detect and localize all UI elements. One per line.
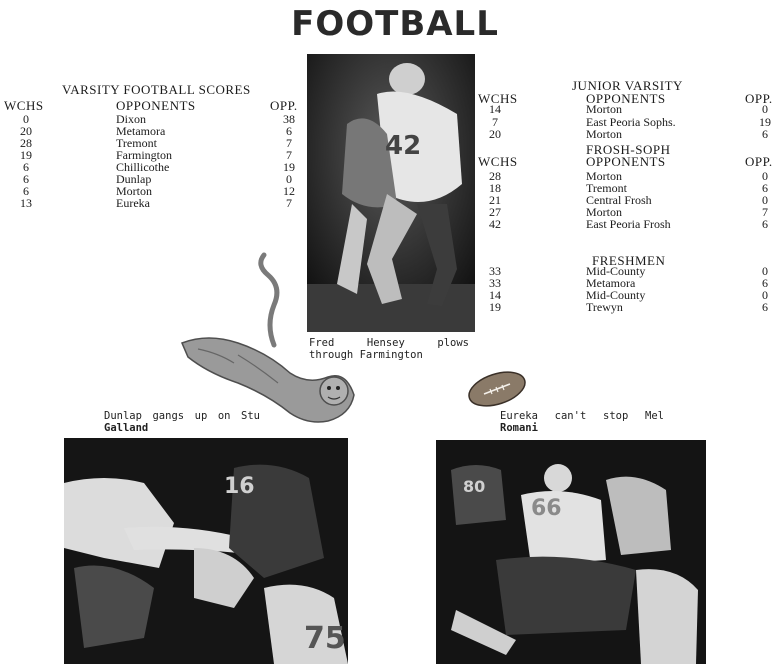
score-opp: 6 [762, 217, 768, 231]
score-wchs: 33 [489, 276, 501, 290]
opponent-name: Dunlap [116, 172, 152, 186]
opponent-name: Central Frosh [586, 193, 652, 207]
opponent-name: Morton [586, 102, 622, 116]
caption-galland-line2: Galland [104, 422, 149, 434]
photo-romani [436, 440, 706, 664]
score-opp: 6 [762, 300, 768, 314]
fs-row [478, 218, 778, 230]
opponent-name: Mid-County [586, 288, 646, 302]
score-opp: 19 [283, 160, 295, 174]
score-wchs: 20 [489, 127, 501, 141]
opponent-name: Morton [586, 205, 622, 219]
jv-title: JUNIOR VARSITY [572, 78, 683, 93]
score-opp: 6 [762, 181, 768, 195]
opponent-name: Chillicothe [116, 160, 170, 174]
score-wchs: 28 [20, 136, 32, 150]
caption-romani-line2: Romani [500, 422, 538, 434]
score-wchs: 13 [20, 196, 32, 210]
varsity-col-wchs: WCHS [4, 98, 44, 113]
score-wchs: 21 [489, 193, 501, 207]
fs-col-opp: OPP. [745, 154, 773, 169]
jv-row [478, 103, 778, 116]
varsity-col-opp: OPP. [270, 98, 298, 113]
opponent-name: Tremont [116, 136, 157, 150]
varsity-score-table [0, 113, 310, 209]
caption-romani-line1: Eureka can't stop Mel [500, 410, 664, 422]
score-opp: 0 [286, 172, 292, 186]
score-opp: 7 [286, 136, 292, 150]
score-wchs: 6 [23, 184, 29, 198]
score-opp: 12 [283, 184, 295, 198]
score-opp: 19 [759, 114, 771, 129]
score-wchs: 6 [23, 160, 29, 174]
varsity-row [0, 197, 310, 209]
fs-row [478, 170, 778, 182]
score-wchs: 18 [489, 181, 501, 195]
freshmen-row [478, 289, 778, 301]
score-wchs: 6 [23, 172, 29, 186]
score-wchs: 14 [489, 288, 501, 302]
score-opp: 7 [286, 196, 292, 210]
score-opp: 6 [286, 124, 292, 138]
opponent-name: Mid-County [586, 264, 646, 278]
fs-row [478, 194, 778, 206]
score-opp: 0 [762, 169, 768, 183]
score-wchs: 20 [20, 124, 32, 138]
jv-row [478, 128, 778, 141]
opponent-name: Farmington [116, 148, 172, 162]
score-wchs: 28 [489, 169, 501, 183]
score-wchs: 33 [489, 264, 501, 278]
score-wchs: 19 [489, 300, 501, 314]
jersey-number: 75 [304, 621, 346, 656]
freshmen-row [478, 301, 778, 313]
opponent-name: Metamora [586, 276, 636, 290]
freshmen-title: FRESHMEN [592, 253, 666, 268]
frosh-soph-title: FROSH-SOPH [586, 142, 671, 157]
varsity-row [0, 161, 310, 173]
caption-hensey-line1: Fred Hensey plows [309, 337, 469, 349]
score-opp: 38 [283, 112, 295, 126]
jersey-number: 42 [385, 131, 422, 161]
jersey-number: 66 [531, 496, 562, 521]
opponent-name: Eureka [116, 196, 150, 210]
opponent-name: Morton [586, 169, 622, 183]
photo-galland [64, 438, 348, 664]
jersey-number: 16 [224, 474, 255, 499]
score-wchs: 27 [489, 205, 501, 219]
jv-col-opponents: OPPONENTS [586, 91, 666, 106]
varsity-col-opponents: OPPONENTS [116, 98, 196, 113]
fs-col-wchs: WCHS [478, 154, 518, 169]
jv-col-wchs: WCHS [478, 91, 518, 106]
lion-mascot-icon [178, 245, 360, 435]
opponent-name: Tremont [586, 181, 627, 195]
opponent-name: Morton [116, 184, 152, 198]
score-opp: 6 [762, 276, 768, 290]
opponent-name: Dixon [116, 112, 146, 126]
score-opp: 7 [762, 205, 768, 219]
page-title: FOOTBALL [291, 4, 499, 44]
score-opp: 0 [762, 102, 768, 116]
score-opp: 6 [762, 127, 768, 141]
fs-score-table [478, 170, 778, 230]
score-opp: 0 [762, 193, 768, 207]
opponent-name: East Peoria Frosh [586, 217, 671, 231]
varsity-row [0, 173, 310, 185]
jv-score-table [478, 103, 778, 141]
opponent-name: Metamora [116, 124, 166, 138]
score-opp: 7 [286, 148, 292, 162]
jersey-number: 80 [463, 477, 486, 496]
score-wchs: 42 [489, 217, 501, 231]
fs-col-opponents: OPPONENTS [586, 154, 666, 169]
caption-galland-line1: Dunlap gangs up on Stu [104, 410, 260, 422]
score-wchs: 7 [492, 114, 498, 129]
jv-col-opp: OPP. [745, 91, 773, 106]
jv-row [478, 116, 778, 129]
score-wchs: 14 [489, 102, 501, 116]
score-wchs: 19 [20, 148, 32, 162]
freshmen-score-table [478, 265, 778, 313]
opponent-name: East Peoria Sophs. [586, 114, 676, 129]
score-opp: 0 [762, 288, 768, 302]
opponent-name: Trewyn [586, 300, 623, 314]
varsity-row [0, 185, 310, 197]
score-wchs: 0 [23, 112, 29, 126]
caption-hensey-line2: through Farmington [309, 349, 423, 361]
score-opp: 0 [762, 264, 768, 278]
opponent-name: Morton [586, 127, 622, 141]
football-icon [466, 368, 528, 410]
varsity-title: VARSITY FOOTBALL SCORES [62, 82, 251, 97]
